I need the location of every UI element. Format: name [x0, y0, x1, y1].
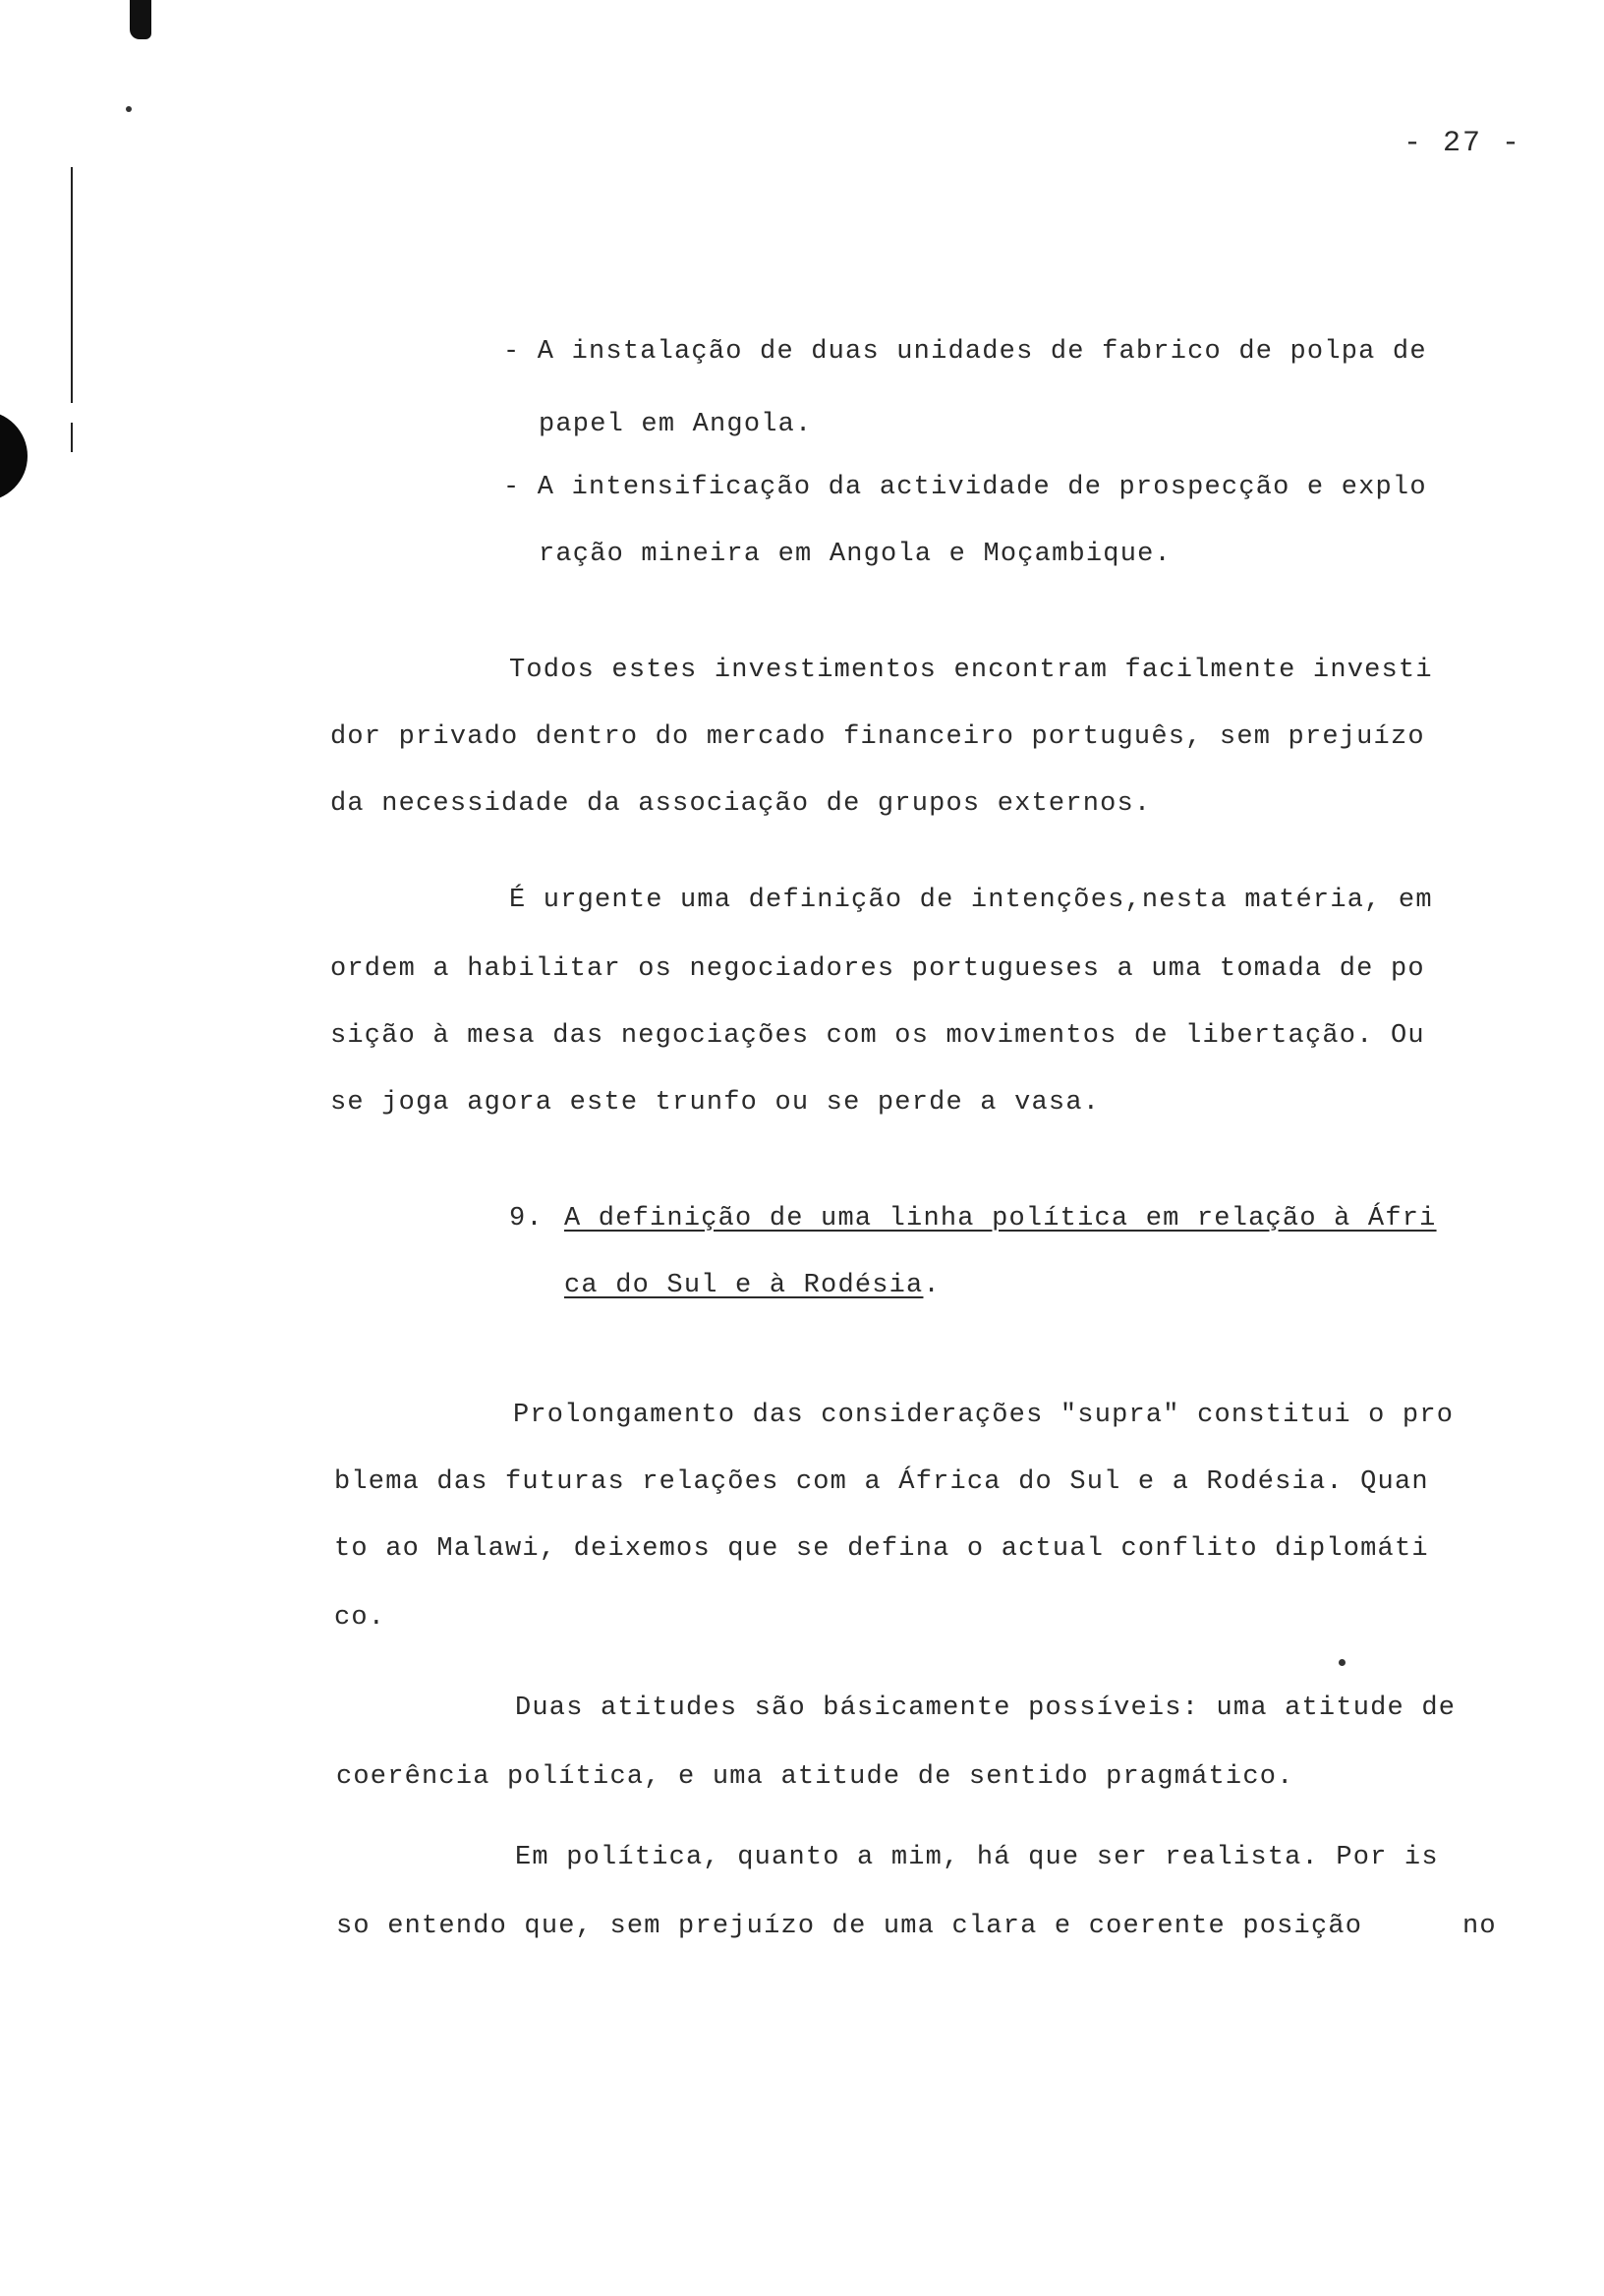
bullet-item-1-line-2: papel em Angola.: [539, 410, 813, 439]
section-title-line-2: [564, 1268, 941, 1303]
scan-edge-line-2: [71, 423, 73, 452]
paragraph-2-line-3: sição à mesa das negociações com os movimentos de libertação. Ou: [330, 1021, 1425, 1051]
paragraph-3-line-1: Prolongamento das considerações "supra" constitui o pro: [513, 1401, 1455, 1430]
paragraph-5-last-word: no: [1462, 1912, 1497, 1941]
paragraph-3-line-2: blema das futuras relações com a África do Sul e a Rodésia. Quan: [334, 1467, 1429, 1497]
paragraph-2-line-2: ordem a habilitar os negociadores portugueses a uma tomada de po: [330, 954, 1425, 984]
paragraph-4-line-2: coerência política, e uma atitude de sentido pragmático.: [336, 1762, 1294, 1792]
scan-hole-punch: [0, 411, 28, 501]
paragraph-5-line-2: so entendo que, sem prejuízo de uma clara e coerente posição: [336, 1912, 1363, 1941]
scan-edge-line: [71, 167, 73, 403]
scan-dot-2: [1339, 1659, 1346, 1666]
section-title-line-2-text: ca do Sul e à Rodésia: [564, 1271, 924, 1300]
section-title-period: .: [923, 1271, 941, 1300]
bullet-item-1-line-1: - A instalação de duas unidades de fabrico de polpa de: [503, 337, 1427, 367]
paragraph-1-line-3: da necessidade da associação de grupos externos.: [330, 789, 1152, 819]
page-number: - 27 -: [1404, 127, 1522, 160]
section-number: 9.: [509, 1204, 544, 1234]
scan-mark-top: [130, 0, 151, 39]
scan-dot: [126, 106, 132, 112]
paragraph-5-line-1: Em política, quanto a mim, há que ser realista. Por is: [515, 1843, 1439, 1872]
paragraph-1-line-1: Todos estes investimentos encontram facilmente investi: [509, 656, 1433, 685]
paragraph-3-line-3: to ao Malawi, deixemos que se defina o actual conflito diplomáti: [334, 1534, 1429, 1564]
paragraph-4-line-1: Duas atitudes são básicamente possíveis: uma atitude de: [515, 1693, 1457, 1723]
paragraph-2-line-1: É urgente uma definição de intenções,nesta matéria, em: [509, 886, 1433, 915]
paragraph-1-line-2: dor privado dentro do mercado financeiro português, sem prejuízo: [330, 722, 1425, 752]
section-title-line-1: A definição de uma linha política em relação à Áfri: [564, 1204, 1437, 1234]
paragraph-3-line-4: co.: [334, 1603, 386, 1633]
bullet-item-2-line-2: ração mineira em Angola e Moçambique.: [539, 540, 1172, 569]
paragraph-2-line-4: se joga agora este trunfo ou se perde a vasa.: [330, 1088, 1101, 1118]
bullet-item-2-line-1: - A intensificação da actividade de prospecção e explo: [503, 473, 1427, 502]
